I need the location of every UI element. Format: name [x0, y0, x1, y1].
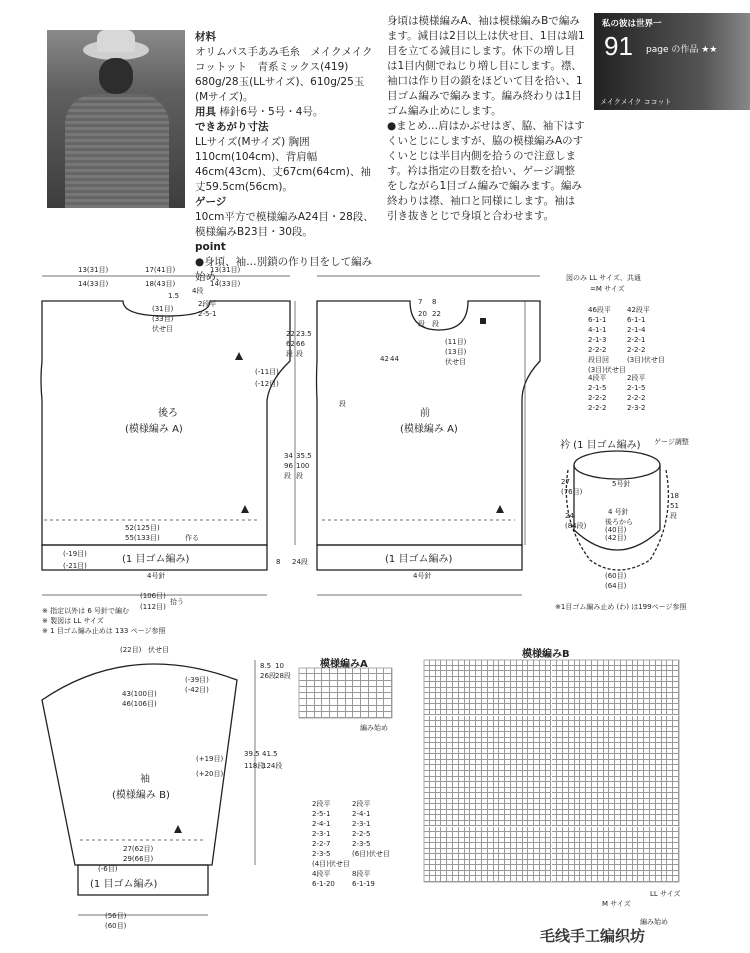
dim-hem-1: 55(133目)	[125, 534, 160, 542]
size-title: できあがり寸法	[195, 121, 269, 133]
dim-side-1: (-12目)	[255, 380, 279, 388]
dim-collar-0: 27	[561, 478, 570, 486]
dim-legend-b-1: 2-1-5	[588, 384, 607, 392]
dim-top-back-2: 13(31目)	[210, 266, 241, 274]
yarn-label: メイクメイク ココット	[600, 98, 672, 106]
finishing-text: ●まとめ…肩はかぶせはぎ、脇、袖下はすくいとじにしますが、脇の模様編みAのすくいとじは半目内側を拾うので注意します。衿は指定の目数を拾い、ゲージ調整をしながら1目ゴム編みで編みます。編み終わりは襟、袖口と同様にします。袖は引き抜きとじで身頃と合わせます。	[387, 120, 585, 222]
dim-sleeve-0: (22目)	[120, 646, 142, 654]
front-rib-label: (1 目ゴム編み)	[385, 554, 453, 565]
dim-sleeve-9: 28段	[275, 672, 291, 680]
dim-front-neck-2: 段	[418, 320, 425, 328]
pattern-b-start: 編み始め	[640, 918, 668, 926]
dim-legend-sleeve-13: 4段平	[312, 870, 331, 878]
dim-hem-3: 8	[276, 558, 281, 566]
point-title: point	[195, 241, 226, 253]
dim-sleeve-1: 伏せ目	[148, 646, 169, 654]
dim-front-neck-5: 段	[432, 320, 439, 328]
dim-sleeve-7: 26段	[260, 672, 276, 680]
dim-collar-8: (64目)	[605, 582, 627, 590]
front-title: 前	[420, 408, 430, 419]
dim-side-6: 100	[296, 462, 310, 470]
dim-neck-back-3: 2-5-1	[198, 310, 217, 318]
dim-front-neck-11: 段	[339, 400, 346, 408]
collar-center: 4 号針	[608, 508, 629, 516]
dim-neck-back-2: 2段平	[198, 300, 217, 308]
dim-sleeve-12: 41.5	[262, 750, 278, 758]
dim-legend-front-12: (3目)伏せ目	[627, 356, 665, 364]
dim-rib-dec-1: (-21目)	[63, 562, 87, 570]
dim-top-back-0: 13(31目)	[78, 266, 109, 274]
dim-front-neck-7: (13目)	[445, 348, 467, 356]
dim-hem-2: 作る	[185, 534, 199, 542]
dim-neck-back-4: (31目)	[152, 305, 174, 313]
dim-legend-b-2: 2-2-2	[588, 394, 607, 402]
series-label: 私の彼は世界一	[602, 19, 662, 29]
collar-note: ゲージ調整	[654, 438, 689, 446]
dim-legend-front-4: 2-2-2	[588, 346, 607, 354]
collar-top	[574, 451, 660, 479]
page-number: 91	[604, 31, 633, 61]
front-subtitle: (模様編み A)	[400, 424, 458, 435]
tools-title: 用具	[195, 106, 216, 118]
dim-sleeve-18: (-6目)	[98, 865, 118, 873]
legend-m: =M サイズ	[590, 285, 625, 293]
dim-arm-1: 62	[286, 340, 295, 348]
materials-text: オリムパス手あみ毛糸 メイクメイク コットット 青系ミックス(419) 680g/28玉(LLサイズ)、610g/25玉(Mサイズ)。	[195, 46, 373, 103]
collar-pick: 後ろから (40目) (42目)	[605, 518, 633, 542]
dim-legend-b-5: 2-1-5	[627, 384, 646, 392]
pattern-b-title: 模様編みB	[522, 649, 570, 660]
dim-sleeve-19: (56目)	[105, 912, 127, 920]
dim-legend-sleeve-11: 2-3-5	[352, 840, 371, 848]
back-subtitle: (模様編み A)	[125, 424, 183, 435]
dim-sleeve-13: 124段	[262, 762, 283, 770]
dim-legend-front-11: 2-2-2	[627, 346, 646, 354]
pattern-a-title: 模様編みA	[320, 659, 368, 670]
point-text: ●身頃、袖…別鎖の作り目をして編み始め、	[195, 256, 373, 283]
dim-legend-sleeve-4: 2-2-7	[312, 840, 331, 848]
dim-legend-front-3: 2-1-3	[588, 336, 607, 344]
back-rib-label: (1 目ゴム編み)	[122, 554, 190, 565]
dim-legend-front-6: (3目)伏せ目	[588, 366, 626, 374]
collar-ref: ※1目ゴム編み止め (わ) は199ページ参照	[555, 603, 687, 611]
dim-legend-front-10: 2-2-1	[627, 336, 646, 344]
dim-legend-sleeve-9: 2-3-1	[352, 820, 371, 828]
back-needle: 4号針	[147, 572, 166, 580]
legend-title: 図のみ LL サイズ、共通	[566, 274, 641, 282]
dim-collar-6: 段	[670, 512, 677, 520]
dim-neck-back-1: 4段	[192, 287, 204, 295]
dim-sleeve-15: (+20目)	[196, 770, 224, 778]
dim-side-2: 34	[284, 452, 293, 460]
dim-collar-2: 24	[565, 512, 574, 520]
gauge-text: 10cm平方で模様編みA24目・28段、模様編みB23目・30段。	[195, 211, 374, 238]
pattern-b-m: M サイズ	[602, 900, 631, 908]
dim-legend-sleeve-15: 8段平	[352, 870, 371, 878]
dim-collar-1: (76目)	[561, 488, 583, 496]
dim-front-neck-1: 20	[418, 310, 427, 318]
dim-front-neck-9: 42	[380, 355, 389, 363]
dim-front-neck-3: 8	[432, 298, 437, 306]
dim-front-neck-6: (11目)	[445, 338, 467, 346]
dim-legend-sleeve-6: (4目)伏せ目	[312, 860, 350, 868]
dim-side-3: 96	[284, 462, 293, 470]
size-text: LLサイズ(Mサイズ) 胸囲110cm(104cm)、背肩幅46cm(43cm)、丈67cm(64cm)、袖丈59.5cm(56cm)。	[195, 136, 371, 193]
collar-title: 衿 (1 目ゴム編み)	[560, 440, 641, 451]
dim-legend-sleeve-1: 2-5-1	[312, 810, 331, 818]
dim-front-neck-8: 伏せ目	[445, 358, 466, 366]
sleeve-subtitle: (模様編み B)	[112, 790, 170, 801]
dim-hem-4: 24段	[292, 558, 308, 566]
dim-sleeve-14: (+19目)	[196, 755, 224, 763]
dim-side-7: 段	[296, 472, 303, 480]
dim-legend-front-7: 42段平	[627, 306, 650, 314]
dim-hem-0: 52(125目)	[125, 524, 160, 532]
dim-arm-3: 23.5	[296, 330, 312, 338]
dim-top-back-1: 17(41目)	[145, 266, 176, 274]
watermark: 毛线手工编织坊	[540, 927, 646, 945]
dim-arm-5: 段	[296, 350, 303, 358]
dim-side-5: 35.5	[296, 452, 312, 460]
dim-side-0: (-11目)	[255, 368, 279, 376]
dim-sleeve-16: 27(62目)	[123, 845, 154, 853]
dim-collar-5: 51	[670, 502, 679, 510]
dim-legend-sleeve-0: 2段平	[312, 800, 331, 808]
collar-needle: 5号針	[612, 480, 631, 488]
dim-legend-front-5: 段目回	[588, 356, 609, 364]
dim-sleeve-2: (-39目)	[185, 676, 209, 684]
dim-legend-sleeve-14: 6-1-20	[312, 880, 335, 888]
dim-legend-b-4: 2段平	[627, 374, 646, 382]
page-label: page の作品 ★★	[646, 45, 718, 55]
dim-sleeve-11: 118段	[244, 762, 265, 770]
dim-legend-sleeve-5: 2-3-5	[312, 850, 331, 858]
dim-rib-dec-0: (-19目)	[63, 550, 87, 558]
dim-sleeve-3: (-42目)	[185, 686, 209, 694]
dim-front-neck-4: 22	[432, 310, 441, 318]
dim-legend-b-3: 2-2-2	[588, 404, 607, 412]
dim-legend-b-6: 2-2-2	[627, 394, 646, 402]
dim-sleeve-5: 46(106目)	[122, 700, 157, 708]
materials-title: 材料	[195, 31, 216, 43]
front-needle: 4号針	[413, 572, 432, 580]
dim-legend-sleeve-12: (6目)伏せ目	[352, 850, 390, 858]
dim-neck-back-5: (33目)	[152, 315, 174, 323]
dim-top-back-3: 14(33目)	[78, 280, 109, 288]
dim-front-neck-10: 44	[390, 355, 399, 363]
dim-legend-sleeve-8: 2-4-1	[352, 810, 371, 818]
dim-legend-front-9: 2-1-4	[627, 326, 646, 334]
dim-legend-sleeve-2: 2-4-1	[312, 820, 331, 828]
dim-legend-front-2: 4-1-1	[588, 326, 607, 334]
dim-collar-7: (60目)	[605, 572, 627, 580]
dim-legend-sleeve-10: 2-2-5	[352, 830, 371, 838]
gauge-title: ゲージ	[195, 196, 227, 208]
dim-sleeve-4: 43(100目)	[122, 690, 157, 698]
dim-legend-sleeve-3: 2-3-1	[312, 830, 331, 838]
dim-legend-sleeve-16: 6-1-19	[352, 880, 375, 888]
dim-neck-back-0: 1.5	[168, 292, 180, 300]
dim-sleeve-8: 10	[275, 662, 284, 670]
dim-sleeve-17: 29(66目)	[123, 855, 154, 863]
dim-collar-3: (84段)	[565, 522, 587, 530]
dim-side-4: 段	[284, 472, 291, 480]
dim-legend-sleeve-7: 2段平	[352, 800, 371, 808]
dim-arm-0: 22	[286, 330, 295, 338]
sleeve-title: 袖	[140, 774, 150, 785]
back-title: 後ろ	[158, 408, 178, 419]
dim-arm-4: 66	[296, 340, 305, 348]
dim-legend-front-1: 6-1-1	[588, 316, 607, 324]
pattern-b-ll: LL サイズ	[650, 890, 681, 898]
dim-bottom-1: (112目)	[140, 603, 166, 611]
dim-top-back-5: 14(33目)	[210, 280, 241, 288]
pattern-a-start: 編み始め	[360, 724, 388, 732]
tools-text: 棒針6号・5号・4号。	[219, 106, 324, 118]
instructions-text: 身頃は模様編みA、袖は模様編みBで編みます。減目は2目以上は伏せ目、1目は端1目を立てる減目にします。休下の増し目は1目内側でねじり増し目にします。襟、袖口は作り目の鎖をほどいて目を拾い、1目ゴム編みで編みます。編み終わりは1目ゴム編み止めにします。	[387, 15, 585, 117]
dim-collar-4: 18	[670, 492, 679, 500]
sleeve-rib-label: (1 目ゴム編み)	[90, 879, 158, 890]
dim-legend-front-8: 6-1-1	[627, 316, 646, 324]
dim-bottom-0: (106目)	[140, 592, 166, 600]
dim-front-neck-0: 7	[418, 298, 423, 306]
pattern-a-grid	[299, 668, 392, 718]
dim-legend-front-0: 46段平	[588, 306, 611, 314]
dim-legend-b-0: 4段平	[588, 374, 607, 382]
dim-top-back-4: 18(43目)	[145, 280, 176, 288]
dim-sleeve-20: (60目)	[105, 922, 127, 930]
dim-sleeve-6: 8.5	[260, 662, 272, 670]
notes: ※ 指定以外は 6 号針で編む ※ 製図は LL サイズ ※ 1 目ゴム編み止めは 133 ページ参照	[42, 607, 166, 635]
dim-sleeve-10: 39.5	[244, 750, 260, 758]
dim-bottom-2: 拾う	[170, 598, 184, 606]
dim-arm-2: 段	[286, 350, 293, 358]
dim-neck-back-6: 伏せ目	[152, 325, 173, 333]
dim-legend-b-7: 2-3-2	[627, 404, 646, 412]
pattern-b-grid	[424, 660, 679, 882]
